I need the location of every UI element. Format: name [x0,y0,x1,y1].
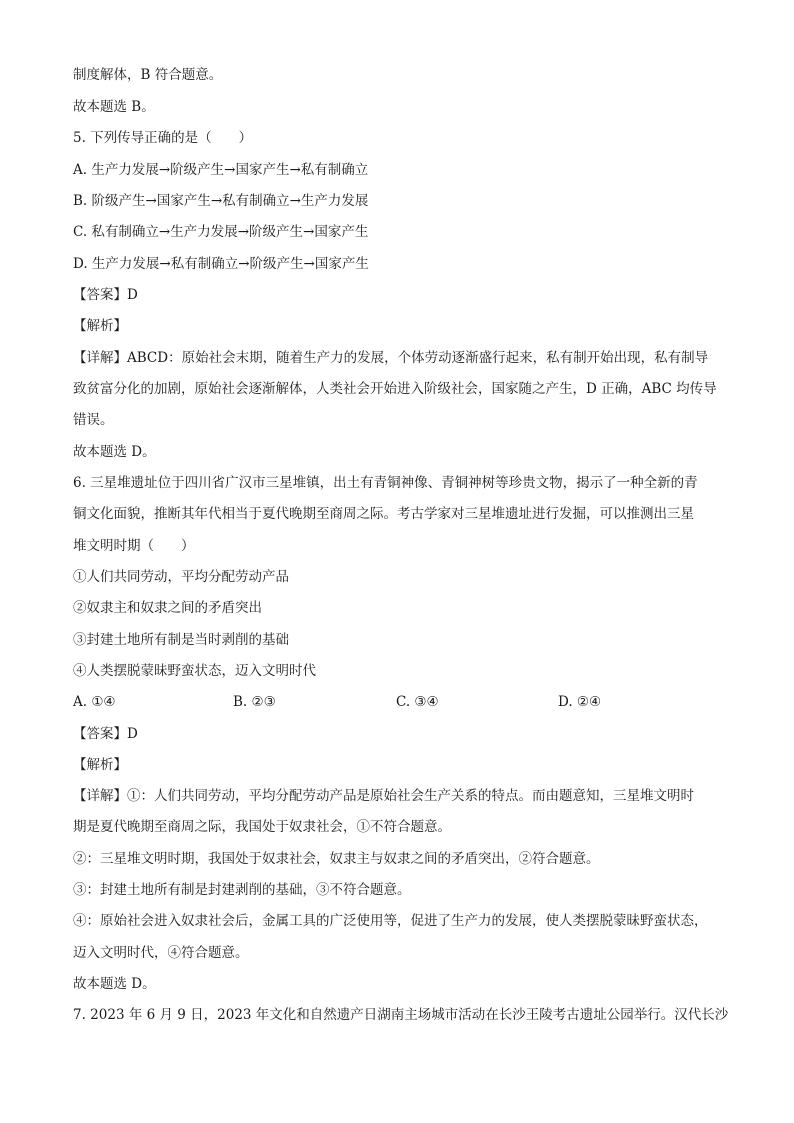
explanation-line: 致贫富分化的加剧，原始社会逐渐解体，人类社会开始进入阶级社会，国家随之产生，D 正确，ABC 均传导 [73,381,717,397]
explanation-line: 期是夏代晚期至商周之际，我国处于奴隶社会，①不符合题意。 [73,819,451,835]
text-line: 故本题选 B。 [73,99,155,115]
explanation-line: 错误。 [73,412,114,428]
answer-label: 【答案】D [73,726,138,742]
explanation-line: ②：三星堆文明时期，我国处于奴隶社会，奴隶主与奴隶之间的矛盾突出，②符合题意。 [73,851,600,867]
question-5-option-d: D. 生产力发展→私有制确立→阶级产生→国家产生 [73,256,369,272]
answer-label: 【答案】D [73,287,138,303]
explanation-line: 【详解】ABCD：原始社会末期，随着生产力的发展，个体劳动逐渐盛行起来，私有制开始出现，私有制导 [73,350,709,366]
text-line: 制度解体，B 符合题意。 [73,67,223,83]
question-6-option-c: C. ③④ [396,694,439,710]
question-5-option-a: A. 生产力发展→阶级产生→国家产生→私有制确立 [73,162,369,178]
explanation-line: ④：原始社会进入奴隶社会后，金属工具的广泛使用等，促进了生产力的发展，使人类摆脱蒙昧野蛮状态， [73,913,708,929]
question-6-option-d: D. ②④ [558,694,602,710]
question-7-stem: 7. 2023 年 6 月 9 日，2023 年文化和自然遗产日湖南主场城市活动在长沙王陵考古遗址公园举行。汉代长沙 [73,1007,729,1023]
question-6-stem: 铜文化面貌，推断其年代相当于夏代晚期至商周之际。考古学家对三星堆遗址进行发掘，可以推测出三星 [73,506,694,522]
question-6-statement: ④人类摆脱蒙昧野蛮状态，迈入文明时代 [73,663,316,679]
text-line: 故本题选 D。 [73,444,156,460]
question-5-stem: 5. 下列传导正确的是（ ） [73,130,253,146]
text-line: 故本题选 D。 [73,976,156,992]
analysis-label: 【解析】 [73,318,127,334]
explanation-line: ③：封建土地所有制是封建剥削的基础，③不符合题意。 [73,882,411,898]
explanation-line: 迈入文明时代，④符合题意。 [73,945,249,961]
explanation-line: 【详解】①：人们共同劳动，平均分配劳动产品是原始社会生产关系的特点。而由题意知，三星堆文明时 [73,788,694,804]
question-6-option-b: B. ②③ [233,694,276,710]
question-6-statement: ③封建土地所有制是当时剥削的基础 [73,632,289,648]
question-6-statement: ①人们共同劳动，平均分配劳动产品 [73,569,289,585]
analysis-label: 【解析】 [73,757,127,773]
question-6-stem: 6. 三星堆遗址位于四川省广汉市三星堆镇，出土有青铜神像、青铜神树等珍贵文物，揭示了一种全新的青 [73,475,698,491]
question-6-stem: 堆文明时期（ ） [73,538,195,554]
question-6-statement: ②奴隶主和奴隶之间的矛盾突出 [73,600,262,616]
question-5-option-c: C. 私有制确立→生产力发展→阶级产生→国家产生 [73,224,369,240]
question-5-option-b: B. 阶级产生→国家产生→私有制确立→生产力发展 [73,193,369,209]
question-6-option-a: A. ①④ [73,694,116,710]
question-6-options [73,693,723,711]
